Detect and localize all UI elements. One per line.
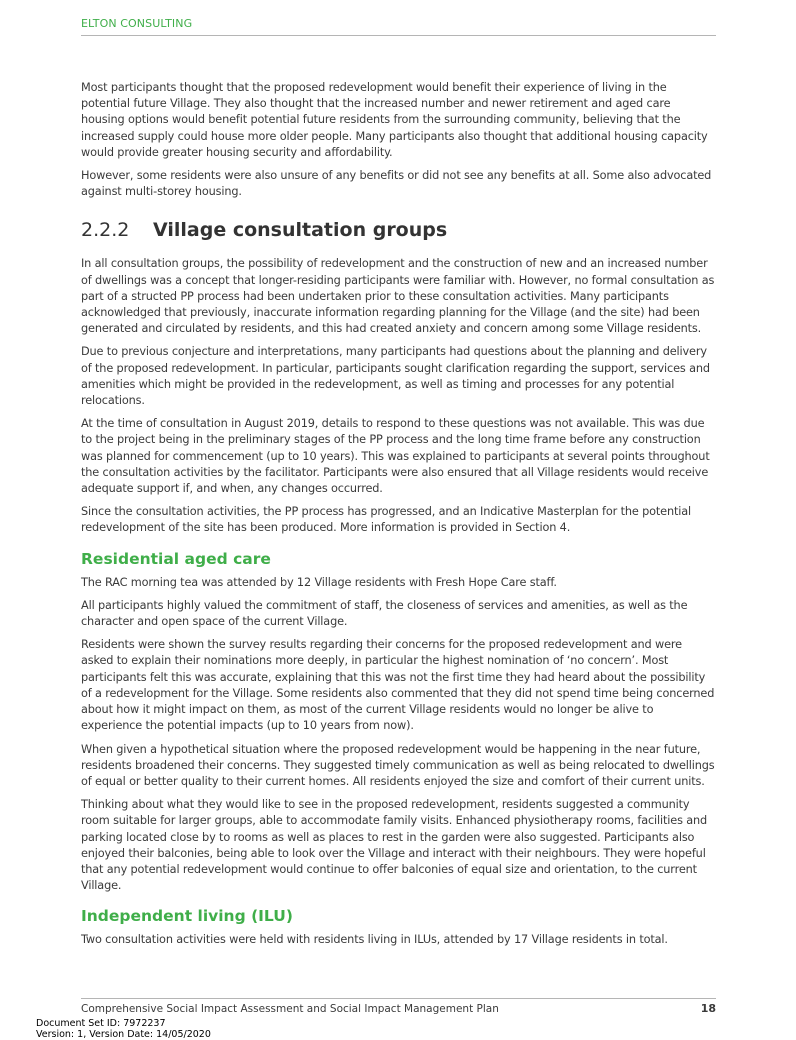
footer-divider xyxy=(81,998,716,999)
rac-paragraph-5: Thinking about what they would like to see in the proposed redevelopment, residents suggested a community room suitable for larger groups, able to accommodate family visits. Enhanced physiotherapy rooms, facilities and parking located close by to rooms as well as places to rest in the garden were also suggested. Participants also enjoyed their balconies, being able to look over the Village and interact with their neighbours. They were hopeful that any potential redevelopment would continue to offer balconies of equal size and orientation, to the current Village. xyxy=(81,798,708,893)
header-brand: ELTON CONSULTING xyxy=(81,17,193,30)
ilu-heading: Independent living (ILU) xyxy=(81,907,293,926)
section-paragraph-4: Since the consultation activities, the PP process has progressed, and an Indicative Masterplan for the potential redevelopment of the site has been produced. More information is provided in Section 4. xyxy=(81,505,692,535)
footer-title: Comprehensive Social Impact Assessment and Social Impact Management Plan xyxy=(81,1003,499,1015)
section-number: 2.2.2 xyxy=(81,219,130,242)
rac-paragraph-2: All participants highly valued the commitment of staff, the closeness of services and amenities, as well as the character and open space of the current Village. xyxy=(81,598,688,629)
page-number: 18 xyxy=(700,1002,716,1015)
intro-paragraph-2: However, some residents were also unsure of any benefits or did not see any benefits at all. Some also advocated against multi-storey housing. xyxy=(81,169,712,199)
rac-paragraph-1: The RAC morning tea was attended by 12 Village residents with Fresh Hope Care staff. xyxy=(81,575,557,589)
rac-heading: Residential aged care xyxy=(81,549,271,568)
section-title: Village consultation groups xyxy=(153,219,448,242)
intro-paragraph-1: Most participants thought that the proposed redevelopment would benefit their experience of living in the potential future Village. They also thought that the increased number and newer retirement and aged care housing options would benefit potential future residents from the surrounding community, believing that the increased supply could house more older people. Many participants also thought that additional housing capacity would provide greater housing security and affordability. xyxy=(81,81,708,159)
section-paragraph-1: In all consultation groups, the possibility of redevelopment and the construction of new and an increased number of dwellings was a concept that longer-residing participants were familiar with. However, no formal consultation as part of a structed PP process had been undertaken prior to these consultation activities. Many participants acknowledged that previously, inaccurate information regarding planning for the Village (and the site) had been generated and circulated by residents, and this had created anxiety and concern among some Village residents. xyxy=(81,257,715,336)
rac-paragraph-3: Residents were shown the survey results regarding their concerns for the proposed redevelopment and were asked to explain their nominations more deeply, in particular the highest nomination of ‘no concern’. Most participants felt this was accurate, explaining that this was not the first time they had heard about the possibility of a redevelopment for the Village. Some residents also commented that they did not spend time being concerned about how it might impact on them, as most of the current Village residents would no longer be alive to experience the potential impacts (up to 10 years from now). xyxy=(81,638,715,733)
section-heading xyxy=(81,218,716,242)
section-paragraph-3: At the time of consultation in August 2019, details to respond to these questions was not available. This was due to the project being in the preliminary stages of the PP process and the long time frame before any construction was planned for commencement (up to 10 years). This was explained to participants at several points throughout the consultation activities by the facilitator. Participants were also ensured that all Village residents would receive adequate support if, and when, any changes occurred. xyxy=(81,417,710,496)
header-divider xyxy=(81,35,716,36)
document-meta xyxy=(36,1018,211,1040)
rac-paragraph-4: When given a hypothetical situation where the proposed redevelopment would be happening in the near future, residents broadened their concerns. They suggested timely communication as well as being relocated to dwellings of equal or better quality to their current homes. All residents enjoyed the size and comfort of their current units. xyxy=(81,742,715,788)
page-content xyxy=(81,80,716,956)
ilu-paragraph-1: Two consultation activities were held with residents living in ILUs, attended by 17 Village residents in total. xyxy=(81,933,668,947)
section-paragraph-2: Due to previous conjecture and interpretations, many participants had questions about the planning and delivery of the proposed redevelopment. In particular, participants sought clarification regarding the support, services and amenities which might be provided in the redevelopment, as well as timing and processes for any potential relocations. xyxy=(81,345,710,408)
document-version: Version: 1, Version Date: 14/05/2020 xyxy=(36,1029,211,1040)
document-set-id: Document Set ID: 7972237 xyxy=(36,1018,166,1029)
